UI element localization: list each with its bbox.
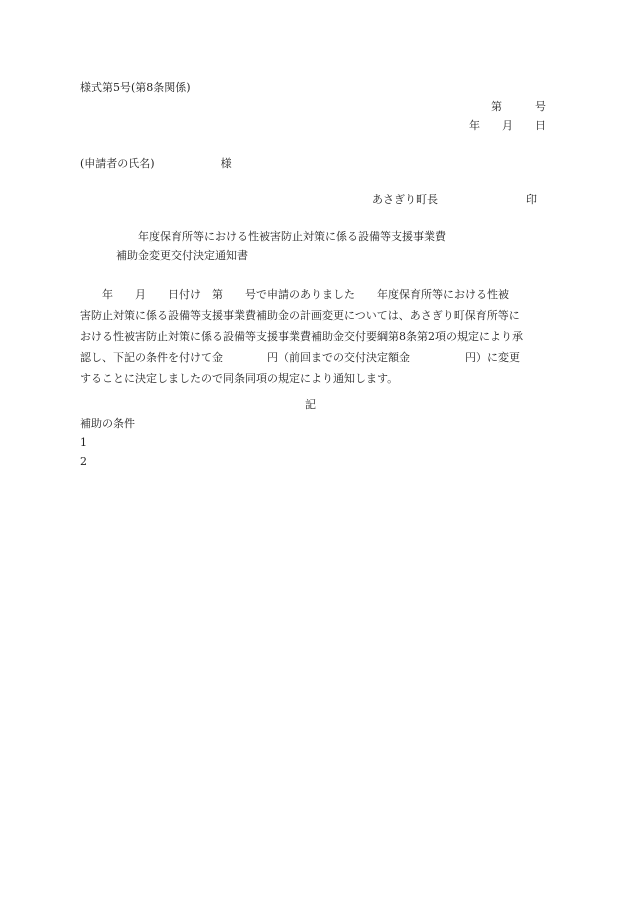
notice-body — [80, 284, 548, 389]
body-line: 年 月 日付け 第 号で申請のありました 年度保育所等における性被 — [80, 288, 509, 301]
body-line: おける性被害防止対策に係る設備等支援事業費補助金交付要綱第8条第2項の規定により承 — [80, 330, 523, 343]
document-number: 第 号 — [491, 100, 546, 113]
addressee: (申請者の氏名) 様 — [80, 157, 232, 170]
body-line: 認し、下記の条件を付けて金 円（前回までの交付決定額金 円）に変更 — [80, 351, 520, 364]
form-number: 様式第5号(第8条関係) — [80, 81, 191, 94]
conditions-heading: 補助の条件 — [80, 417, 135, 430]
condition-item: 2 — [80, 455, 87, 468]
body-line: することに決定しましたので同条同項の規定により通知します。 — [80, 372, 399, 385]
issuer-signature: あさぎり町長 印 — [372, 193, 537, 206]
condition-item: 1 — [80, 436, 87, 449]
title-line-2: 補助金変更交付決定通知書 — [116, 249, 248, 262]
ki-marker: 記 — [305, 398, 316, 411]
document-date: 年 月 日 — [469, 119, 546, 132]
title-line-1: 年度保育所等における性被害防止対策に係る設備等支援事業費 — [138, 230, 446, 243]
body-line: 害防止対策に係る設備等支援事業費補助金の計画変更については、あさぎり町保育所等に — [80, 309, 520, 322]
